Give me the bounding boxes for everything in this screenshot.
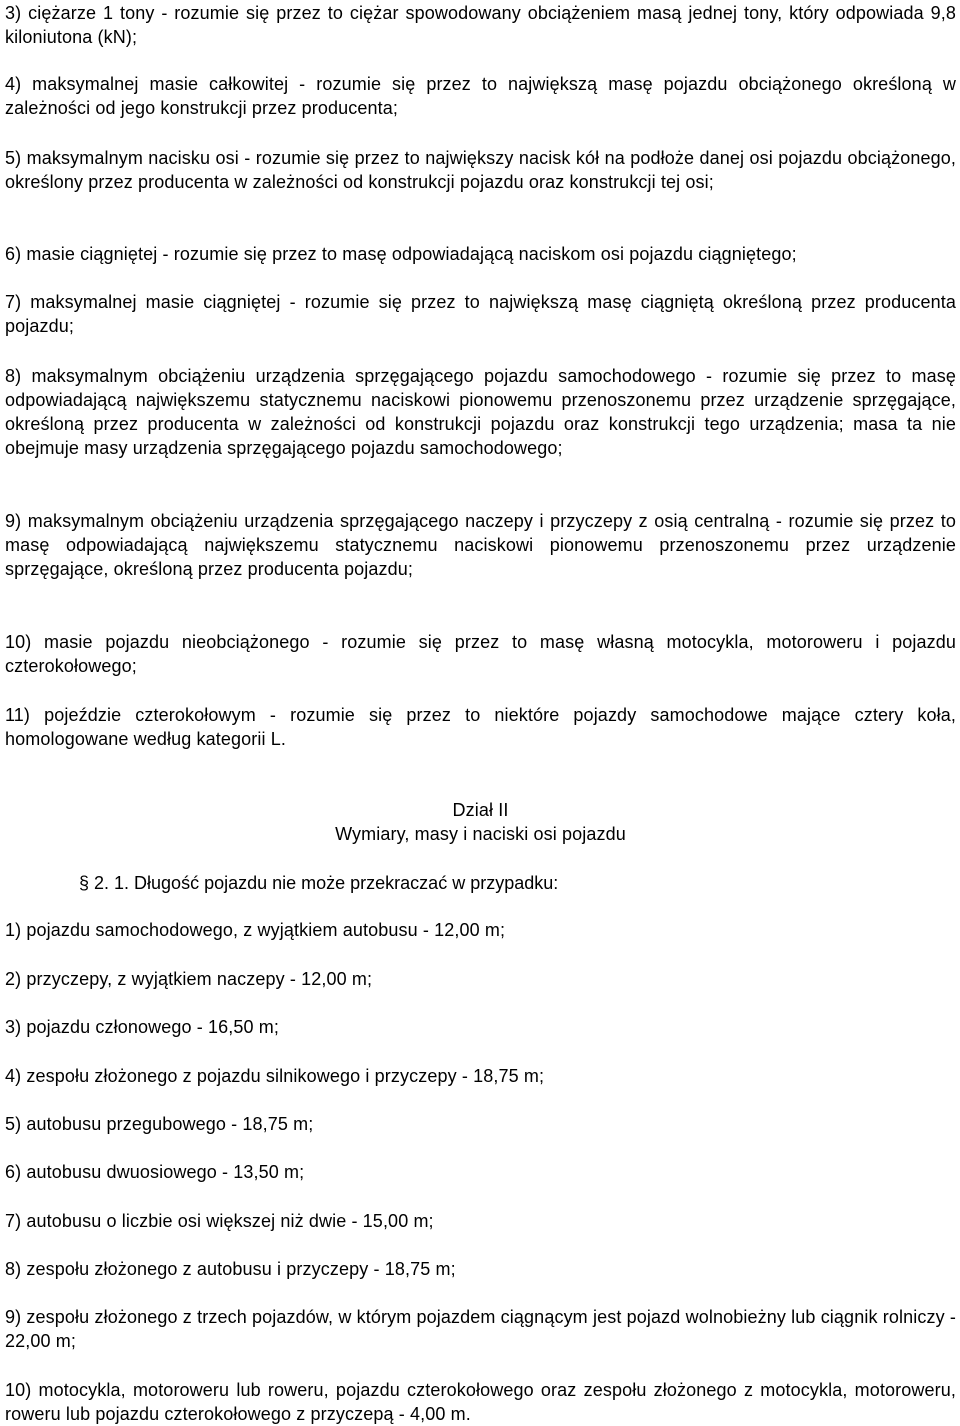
limit-item: 10) motocykla, motoroweru lub roweru, pojazdu czterokołowego oraz zespołu złożonego z motocykla, motoroweru, roweru lub pojazdu czterokołowego z przyczepą - 4,00 m.	[5, 1380, 956, 1424]
definition-item: 9) maksymalnym obciążeniu urządzenia sprzęgającego naczepy i przyczepy z osią centralną - rozumie się przez to masę odpowiadającą największemu statycznemu naciskowi pionowemu przenoszonemu przez urządzenie sprzęgające, określoną przez producenta pojazdu;	[5, 511, 956, 579]
definition-item: 11) pojeździe czterokołowym - rozumie się przez to niektóre pojazdy samochodowe mające cztery koła, homologowane według kategorii L.	[5, 705, 956, 749]
limit-item: 5) autobusu przegubowego - 18,75 m;	[5, 1114, 314, 1134]
definition-item: 5) maksymalnym nacisku osi - rozumie się przez to największy nacisk kół na podłoże danej osi pojazdu obciążonego, określony przez producenta w zależności od konstrukcji pojazdu oraz konstrukcji tej osi;	[5, 148, 956, 192]
paragraph-heading: § 2. 1. Długość pojazdu nie może przekraczać w przypadku:	[79, 873, 559, 893]
definition-item: 10) masie pojazdu nieobciążonego - rozumie się przez to masę własną motocykla, motoroweru i pojazdu czterokołowego;	[5, 632, 956, 676]
limit-item: 7) autobusu o liczbie osi większej niż dwie - 15,00 m;	[5, 1211, 434, 1231]
definition-item: 6) masie ciągniętej - rozumie się przez to masę odpowiadającą naciskom osi pojazdu ciągniętego;	[5, 244, 797, 264]
limit-item: 9) zespołu złożonego z trzech pojazdów, w którym pojazdem ciągnącym jest pojazd wolnobieżny lub ciągnik rolniczy - 22,00 m;	[5, 1307, 956, 1351]
limit-item: 3) pojazdu członowego - 16,50 m;	[5, 1017, 279, 1037]
section-subtitle: Wymiary, masy i naciski osi pojazdu	[335, 824, 626, 844]
limit-item: 6) autobusu dwuosiowego - 13,50 m;	[5, 1162, 305, 1182]
definition-item: 3) ciężarze 1 tony - rozumie się przez to ciężar spowodowany obciążeniem masą jednej tony, który odpowiada 9,8 kiloniutona (kN);	[5, 3, 956, 47]
definition-item: 4) maksymalnej masie całkowitej - rozumie się przez to największą masę pojazdu obciążonego określoną w zależności od jego konstrukcji przez producenta;	[5, 74, 956, 118]
section-title: Dział II	[452, 800, 509, 820]
definition-item: 7) maksymalnej masie ciągniętej - rozumie się przez to największą masę ciągniętą określoną przez producenta pojazdu;	[5, 292, 956, 336]
limit-item: 8) zespołu złożonego z autobusu i przyczepy - 18,75 m;	[5, 1259, 456, 1279]
limit-item: 4) zespołu złożonego z pojazdu silnikowego i przyczepy - 18,75 m;	[5, 1066, 545, 1086]
limit-item: 2) przyczepy, z wyjątkiem naczepy - 12,00 m;	[5, 969, 373, 989]
definition-item: 8) maksymalnym obciążeniu urządzenia sprzęgającego pojazdu samochodowego - rozumie się przez to masę odpowiadającą największemu statycznemu naciskowi pionowemu przenoszonemu przez urządzenie sprzęgające, określoną przez producenta w zależności od konstrukcji pojazdu oraz konstrukcji tego urządzenia; masa ta nie obejmuje masy urządzenia sprzęgającego pojazdu samochodowego;	[5, 366, 956, 458]
limit-item: 1) pojazdu samochodowego, z wyjątkiem autobusu - 12,00 m;	[5, 920, 506, 940]
